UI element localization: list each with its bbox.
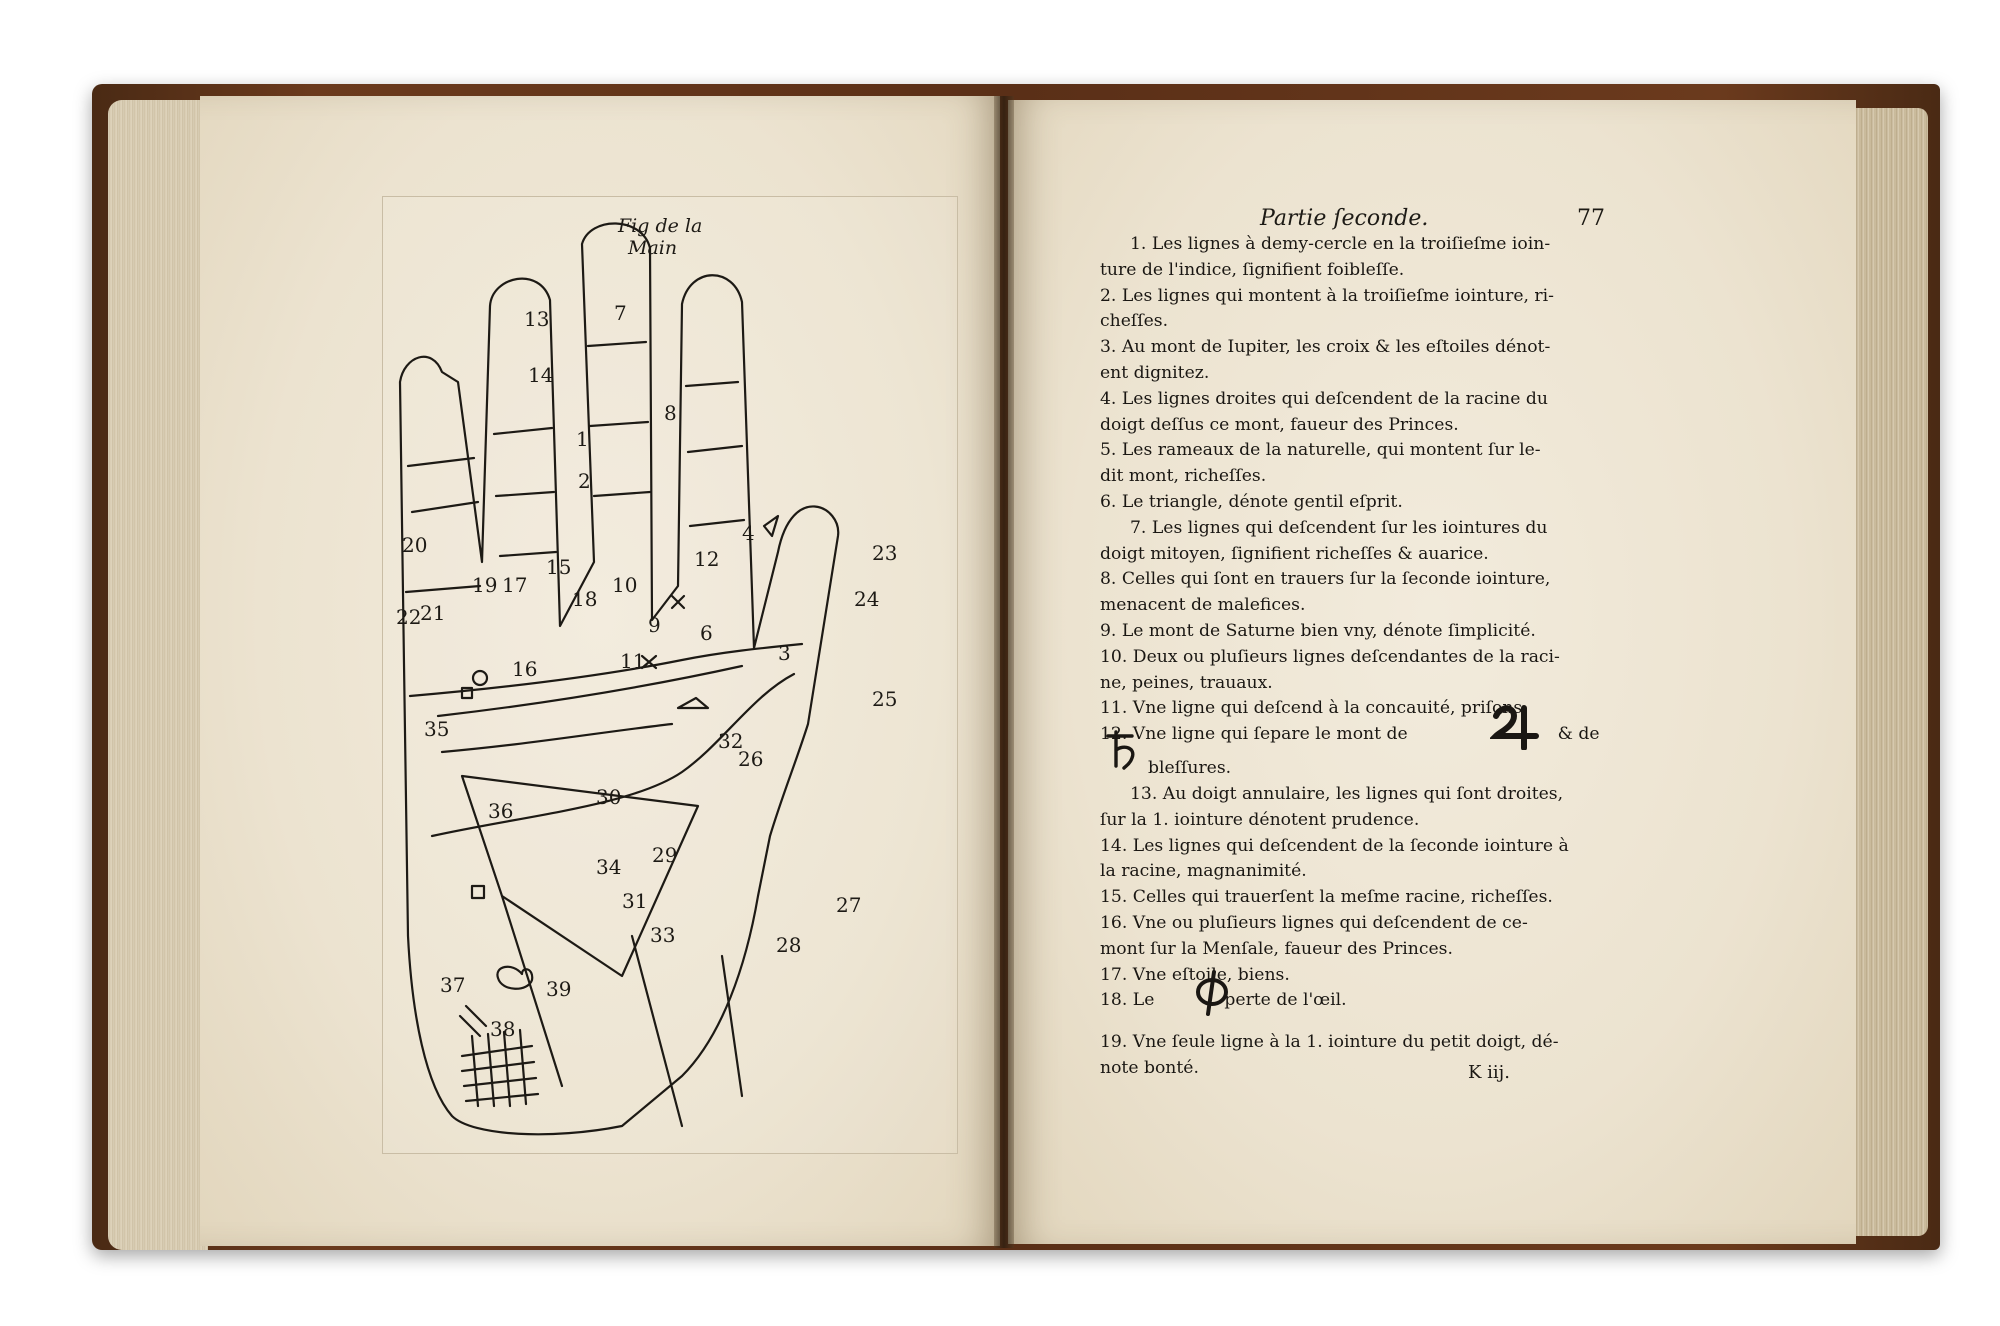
plate-number: 6	[700, 621, 713, 645]
text-line: 14. Les lignes qui deſcendent de la ſeconde iointure à	[1100, 835, 1569, 856]
plate-number: 26	[738, 747, 764, 771]
venus-grid	[462, 1030, 538, 1106]
text-line: 4. Les lignes droites qui deſcendent de la racine du	[1100, 388, 1548, 409]
plate-number: 2	[578, 469, 591, 493]
text-line: 13. Au doigt annulaire, les lignes qui ſont droites,	[1130, 783, 1564, 804]
plate-number: 7	[614, 301, 627, 325]
text-line: 3. Au mont de Iupiter, les croix & les eſtoiles dénot-	[1100, 337, 1551, 358]
text-fragment: 18. Le	[1100, 990, 1155, 1011]
plate-number: 17	[502, 573, 528, 597]
plate-number: 22	[396, 605, 422, 629]
plate-number: 8	[664, 401, 677, 425]
plate-number: 28	[776, 933, 802, 957]
plate-number: 36	[488, 799, 514, 823]
plate-number: 34	[596, 855, 622, 879]
text-line: note bonté.	[1100, 1058, 1199, 1079]
plate-number: 1	[576, 427, 589, 451]
plate-number: 11	[620, 649, 646, 673]
plate-number: 37	[440, 973, 466, 997]
text-line: 1. Les lignes à demy-cercle en la troiſieſme ioin-	[1130, 234, 1551, 254]
fore-edge-right	[1850, 108, 1928, 1236]
text-line: 11. Vne ligne qui deſcend à la concauité, priſons.	[1100, 698, 1528, 719]
fore-edge-left	[108, 100, 208, 1250]
text-line: 19. Vne ſeule ligne à la 1. iointure du petit doigt, dé-	[1100, 1032, 1559, 1053]
text-fragment: 12. Vne ligne qui ſepare le mont de	[1100, 724, 1408, 745]
plate-number: 25	[872, 687, 898, 711]
plate-number: 24	[854, 587, 880, 611]
plate-number: 32	[718, 729, 744, 753]
plate-number: 18	[572, 587, 598, 611]
saturn-symbol-icon	[1104, 730, 1142, 770]
text-line: ne, peines, trauaux.	[1100, 672, 1273, 693]
text-line-18	[1100, 988, 1608, 1030]
book-gutter	[994, 96, 1014, 1248]
plate-number: 10	[612, 573, 638, 597]
plate-number: 15	[546, 555, 572, 579]
page-number: 77	[1577, 206, 1605, 231]
text-line: bleſſures.	[1148, 758, 1232, 779]
palmistry-hand-engraving	[382, 196, 956, 1152]
plate-number: 3	[778, 641, 791, 665]
plate-number: 29	[652, 843, 678, 867]
plate-caption-1: Fig de la	[618, 215, 703, 237]
running-head: Partie ſeconde.	[1260, 206, 1429, 231]
plate-number: 20	[402, 533, 428, 557]
jupiter-symbol-icon	[1490, 700, 1540, 750]
text-line: 2. Les lignes qui montent à la troiſieſme iointure, ri-	[1100, 285, 1554, 306]
text-line: 8. Celles qui ſont en trauers ſur la ſeconde iointure,	[1100, 569, 1551, 590]
text-line: ſur la 1. iointure dénotent prudence.	[1100, 809, 1420, 830]
text-line: la racine, magnanimité.	[1100, 861, 1307, 882]
text-fragment: perte de l'œil.	[1224, 990, 1347, 1011]
plate-number: 19	[472, 573, 498, 597]
signature-mark: K iij.	[1468, 1062, 1510, 1083]
text-line: ent dignitez.	[1100, 362, 1210, 383]
text-line: 7. Les lignes qui deſcendent ſur les iointures du	[1130, 517, 1548, 538]
plate-number: 33	[650, 923, 676, 947]
plate-number: 38	[490, 1017, 516, 1041]
text-line: 6. Le triangle, dénote gentil eſprit.	[1100, 491, 1403, 512]
plate-number: 31	[622, 889, 648, 913]
plate-number: 12	[694, 547, 720, 571]
text-line: doigt deſſus ce mont, faueur des Princes.	[1100, 414, 1459, 435]
phi-symbol-icon	[1192, 970, 1232, 1016]
plate-number: 9	[648, 613, 661, 637]
text-line: mont ſur la Menſale, faueur des Princes.	[1100, 938, 1453, 959]
text-line: 5. Les rameaux de la naturelle, qui montent ſur le-	[1100, 440, 1541, 461]
plate-number: 4	[742, 521, 755, 545]
text-line: doigt mitoyen, ſignifient richeſſes & auarice.	[1100, 543, 1489, 564]
text-block	[1100, 232, 1608, 1082]
plate-number: 39	[546, 977, 572, 1001]
plate-number: 30	[596, 785, 622, 809]
plate-number: 23	[872, 541, 898, 565]
plate-number: 27	[836, 893, 862, 917]
text-line: dit mont, richeſſes.	[1100, 466, 1267, 487]
text-line: 10. Deux ou pluſieurs lignes deſcendantes de la raci-	[1100, 646, 1560, 667]
line-of-head-lower	[442, 724, 672, 752]
text-line: ture de l'indice, ſignifient foibleſſe.	[1100, 259, 1405, 280]
text-fragment: & de	[1557, 724, 1600, 745]
text-line: 15. Celles qui trauerſent la meſme racine, richeſſes.	[1100, 887, 1553, 908]
text-line: 9. Le mont de Saturne bien vny, dénote ſimplicité.	[1100, 620, 1536, 641]
plate-number: 35	[424, 717, 450, 741]
plate-number: 13	[524, 307, 550, 331]
text-line: menacent de malefices.	[1100, 595, 1306, 616]
hand-outline	[400, 223, 838, 1134]
plate-number: 16	[512, 657, 538, 681]
text-line: cheſſes.	[1100, 311, 1169, 332]
plate-number: 21	[420, 601, 446, 625]
plate-caption-2: Main	[628, 237, 678, 259]
plate-number: 14	[528, 363, 554, 387]
text-line: 16. Vne ou pluſieurs lignes qui deſcendent de ce-	[1100, 912, 1528, 933]
text-line: 17. Vne eſtoile, biens.	[1100, 964, 1290, 985]
